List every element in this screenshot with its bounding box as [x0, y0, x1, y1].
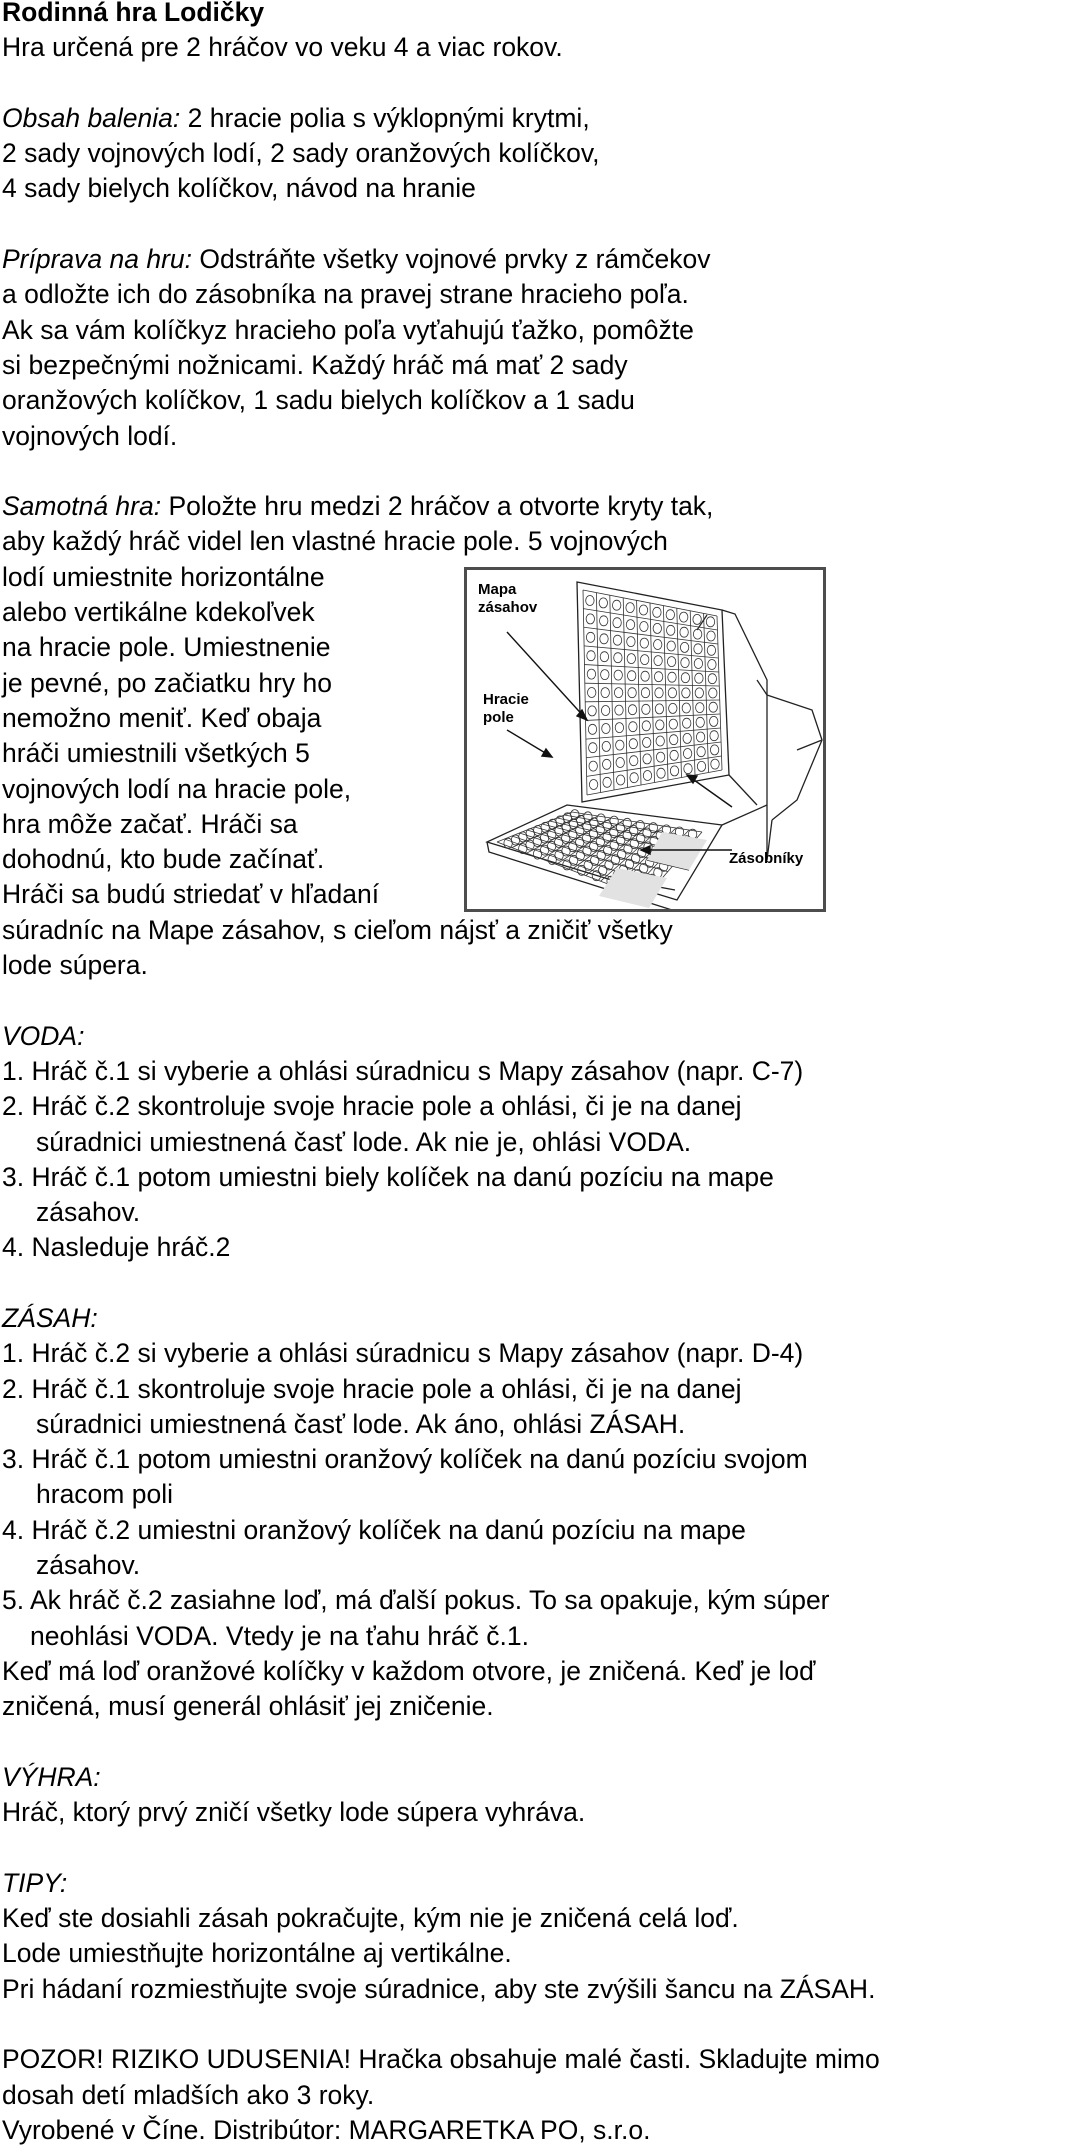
gameplay-line: hra môže začať. Hráči sa [2, 808, 298, 839]
hit-map-peg-hole [669, 703, 677, 713]
hit-map-peg-hole [642, 721, 650, 731]
hit-map-peg-hole [641, 655, 649, 665]
gameplay-label: Samotná hra: [2, 491, 162, 522]
hit-step-continuation: neohlási VODA. Vtedy je na ťahu hráč č.1. [30, 1620, 529, 1651]
hit-map-peg-hole [643, 771, 651, 781]
hit-map-peg-hole [695, 688, 703, 698]
hit-map-peg-hole [641, 688, 649, 698]
trays-label: Zásobníky [729, 850, 804, 867]
hit-map-peg-hole [670, 750, 678, 760]
hit-step-continuation: súradnici umiestnená časť lode. Ak áno, ohlási ZÁSAH. [36, 1408, 686, 1439]
contents-line [2, 101, 1070, 136]
gameplay-line: vojnových lodí na hracie pole, [2, 773, 352, 804]
preparation-line [2, 242, 1070, 277]
preparation-label: Príprava na hru: [2, 244, 193, 275]
hit-map-peg-hole [696, 717, 704, 727]
hit-map-peg-hole [641, 671, 649, 681]
hit-map-peg-hole [707, 631, 715, 641]
hit-map-peg-hole [706, 617, 714, 627]
hit-map-peg-hole [667, 625, 675, 635]
distributor-line: Vyrobené v Číne. Distribútor: MARGARETKA PO, s.r.o. [2, 2114, 651, 2145]
gameplay-line: lode súpera. [2, 950, 148, 981]
hit-map-peg-hole [588, 724, 596, 734]
hit-map-peg-hole [615, 723, 623, 733]
hit-map-peg-hole [630, 773, 638, 783]
hit-map-peg-hole [643, 754, 651, 764]
hit-map-peg-hole [653, 623, 661, 633]
hit-map-peg-hole [629, 722, 637, 732]
water-step: 4. Nasleduje hráč.2 [2, 1232, 231, 1263]
water-heading: VODA: [2, 1020, 85, 1051]
hit-map-peg-hole [589, 743, 597, 753]
hit-map-peg-hole [655, 688, 663, 698]
spacer [2, 66, 1070, 101]
hit-map-peg-hole [586, 614, 594, 624]
contents-text: 2 hracie polia s výklopnými krytmi, [180, 102, 590, 133]
gameplay-line: aby každý hráč videl len vlastné hracie pole. 5 vojnových [2, 526, 668, 557]
tips-heading: TIPY: [2, 1867, 68, 1898]
hit-map-peg-hole [613, 635, 621, 645]
warning-line: POZOR! RIZIKO UDUSENIA! Hračka obsahuje malé časti. Skladujte mimo [2, 2044, 880, 2075]
hit-map-peg-hole [630, 756, 638, 766]
hit-map-peg-hole [589, 761, 597, 771]
hit-map-peg-hole [707, 645, 715, 655]
hit-map-peg-hole [666, 610, 674, 620]
hit-map-peg-hole [588, 706, 596, 716]
hit-map-peg-hole [601, 688, 609, 698]
tip-item: Lode umiestňujte horizontálne aj vertikálne. [2, 1938, 512, 1969]
hit-note: Keď má loď oranžové kolíčky v každom otvore, je zničená. Keď je loď [2, 1655, 816, 1686]
hit-map-peg-hole [602, 741, 610, 751]
document-title: Rodinná hra Lodičky [2, 0, 265, 27]
hit-map-peg-hole [694, 659, 702, 669]
hit-map-peg-hole [710, 731, 718, 741]
hit-map-peg-hole [643, 737, 651, 747]
hit-map-peg-hole [670, 766, 678, 776]
spacer [2, 1266, 1070, 1301]
hit-step-continuation: zásahov. [36, 1550, 141, 1581]
hit-map-peg-hole [656, 752, 664, 762]
hit-map-peg-hole [708, 660, 716, 670]
hit-map-peg-hole [694, 644, 702, 654]
hit-map-peg-hole [642, 704, 650, 714]
hit-map-peg-hole [693, 629, 701, 639]
hit-map-peg-hole [656, 720, 664, 730]
gameplay-text: Položte hru medzi 2 hráčov a otvorte kryty tak, [161, 491, 714, 522]
hit-step-continuation: hracom poli [36, 1479, 173, 1510]
gameplay-line: alebo vertikálne kdekoľvek [2, 597, 315, 628]
hit-map-peg-hole [711, 759, 719, 769]
hit-map-peg-hole [657, 768, 665, 778]
water-step-continuation: súradnici umiestnená časť lode. Ak nie je, ohlási VODA. [36, 1126, 692, 1157]
hit-map-peg-hole [601, 670, 609, 680]
spacer [2, 2007, 1070, 2042]
hit-map-peg-hole [710, 745, 718, 755]
hit-map-peg-hole [614, 688, 622, 698]
gameplay-line: nemožno meniť. Keď obaja [2, 702, 322, 733]
hit-note: zničená, musí generál ohlásiť jej zničenie. [2, 1691, 494, 1722]
hit-map-peg-hole [681, 658, 689, 668]
hit-map-peg-hole [626, 603, 634, 613]
hit-map-peg-hole [629, 739, 637, 749]
tip-item: Keď ste dosiahli zásah pokračujte, kým nie je zničená celá loď. [2, 1903, 739, 1934]
hit-map-peg-hole [669, 719, 677, 729]
hit-map-peg-hole [682, 703, 690, 713]
hit-map-peg-hole [627, 637, 635, 647]
hit-heading: ZÁSAH: [2, 1302, 98, 1333]
hit-map-peg-hole [683, 733, 691, 743]
hit-map-peg-hole [697, 761, 705, 771]
spacer [2, 1830, 1070, 1865]
hit-map-peg-hole [614, 670, 622, 680]
hit-map-peg-hole [626, 620, 634, 630]
preparation-line: si bezpečnými nožnicami. Každý hráč má mať 2 sady [2, 349, 628, 380]
hit-map-peg-hole [683, 749, 691, 759]
hit-map-peg-hole [588, 688, 596, 698]
hit-map-peg-hole [693, 614, 701, 624]
hit-map-peg-hole [616, 775, 624, 785]
hit-map-peg-hole [587, 669, 595, 679]
hit-map-peg-hole [681, 673, 689, 683]
hit-step: 3. Hráč č.1 potom umiestni oranžový kolíček na danú pozíciu svojom [2, 1444, 808, 1475]
contents-line: 2 sady vojnových lodí, 2 sady oranžových kolíčkov, [2, 138, 600, 169]
hit-map-peg-hole [639, 605, 647, 615]
hit-step: 1. Hráč č.2 si vyberie a ohlási súradnicu s Mapy zásahov (napr. D-4) [2, 1338, 804, 1369]
hit-map-peg-hole [600, 634, 608, 644]
win-text: Hráč, ktorý prvý zničí všetky lode súpera vyhráva. [2, 1797, 586, 1828]
hit-map-peg-hole [708, 674, 716, 684]
preparation-line: Ak sa vám kolíčkyz hracieho poľa vyťahujú ťažko, pomôžte [2, 314, 694, 345]
hit-map-peg-hole [640, 622, 648, 632]
gameplay-line: súradníc na Mape zásahov, s cieľom nájsť a zničiť všetky [2, 914, 673, 945]
gameplay-line: hráči umiestnili všetkých 5 [2, 738, 310, 769]
hit-map-peg-hole [586, 632, 594, 642]
hit-map-peg-hole [602, 724, 610, 734]
gameplay-line: je pevné, po začiatku hry ho [2, 667, 332, 698]
hit-step: 2. Hráč č.1 skontroluje svoje hracie pole a ohlási, či je na danej [2, 1373, 742, 1404]
hit-map-peg-hole [628, 705, 636, 715]
instructions-document [2, 0, 1070, 2148]
hit-map-peg-hole [710, 716, 718, 726]
spacer [2, 207, 1070, 242]
hit-map-peg-hole [600, 616, 608, 626]
water-step: 1. Hráč č.1 si vyberie a ohlási súradnicu s Mapy zásahov (napr. C-7) [2, 1055, 804, 1086]
hit-map-peg-hole [697, 747, 705, 757]
hit-map-peg-hole [680, 627, 688, 637]
water-step-continuation: zásahov. [36, 1197, 141, 1228]
hit-map-peg-hole [670, 735, 678, 745]
hit-step: 4. Hráč č.2 umiestni oranžový kolíček na danú pozíciu na mape [2, 1514, 746, 1545]
hit-map-peg-hole [709, 688, 717, 698]
hit-map-peg-hole [683, 718, 691, 728]
preparation-line: a odložte ich do zásobníka na pravej strane hracieho poľa. [2, 279, 689, 310]
gameplay-line: na hracie pole. Umiestnenie [2, 632, 331, 663]
hit-map-peg-hole [600, 652, 608, 662]
play-field-peg-hole [504, 838, 512, 848]
hit-map-peg-hole [654, 672, 662, 682]
gameplay-line [2, 489, 1070, 524]
hit-map-peg-hole [668, 672, 676, 682]
hit-map-peg-hole [696, 732, 704, 742]
hit-map-peg-hole [616, 758, 624, 768]
play-field-label: Hracie pole [483, 691, 529, 726]
hit-map-peg-hole [680, 642, 688, 652]
win-heading: VÝHRA: [2, 1761, 101, 1792]
hit-map-peg-hole [667, 641, 675, 651]
hit-map-peg-hole [709, 702, 717, 712]
preparation-line: vojnových lodí. [2, 420, 178, 451]
hit-map-peg-hole [628, 671, 636, 681]
hit-map-peg-hole [616, 740, 624, 750]
hit-map-peg-hole [696, 703, 704, 713]
hit-map-peg-hole [587, 651, 595, 661]
hit-map-peg-hole [653, 607, 661, 617]
gameplay-line: lodí umiestnite horizontálne [2, 561, 325, 592]
hit-map-peg-hole [601, 706, 609, 716]
hit-map-peg-hole [667, 657, 675, 667]
hit-map-peg-hole [613, 600, 621, 610]
hit-map-peg-hole [684, 764, 692, 774]
hit-map-peg-hole [655, 704, 663, 714]
warning-line: dosah detí mladších ako 3 roky. [2, 2079, 375, 2110]
spacer [2, 454, 1070, 489]
hit-map-peg-hole [615, 705, 623, 715]
hit-map-peg-hole [656, 736, 664, 746]
preparation-text: Odstráňte všetky vojnové prvky z rámčekov [192, 244, 711, 275]
gameplay-line: Hráči sa budú striedať v hľadaní [2, 879, 380, 910]
hit-step: 5. Ak hráč č.2 zasiahne loď, má ďalší pokus. To sa opakuje, kým súper [2, 1585, 830, 1616]
hit-map-peg-hole [614, 653, 622, 663]
water-step: 2. Hráč č.2 skontroluje svoje hracie pole a ohlási, či je na danej [2, 1091, 742, 1122]
preparation-line: oranžových kolíčkov, 1 sadu bielych kolíčkov a 1 sadu [2, 385, 635, 416]
spacer [2, 1725, 1070, 1760]
play-field-peg-hole [640, 863, 648, 873]
subtitle: Hra určená pre 2 hráčov vo veku 4 a viac rokov. [2, 32, 563, 63]
game-board-illustration [464, 567, 826, 912]
hit-map-peg-hole [680, 612, 688, 622]
hit-map-peg-hole [599, 598, 607, 608]
hit-map-peg-hole [628, 688, 636, 698]
hit-map-peg-hole [627, 654, 635, 664]
water-step: 3. Hráč č.1 potom umiestni biely kolíček na danú pozíciu na mape [2, 1161, 774, 1192]
hit-map-peg-hole [682, 688, 690, 698]
hit-map-peg-hole [654, 640, 662, 650]
spacer [2, 983, 1070, 1018]
hit-map-peg-hole [640, 638, 648, 648]
contents-line: 4 sady bielych kolíčkov, návod na hranie [2, 173, 476, 204]
hit-map-label: Mapa zásahov [478, 581, 538, 616]
tip-item: Pri hádaní rozmiestňujte svoje súradnice, aby ste zvýšili šancu na ZÁSAH. [2, 1973, 876, 2004]
contents-label: Obsah balenia: [2, 102, 181, 133]
hit-map-peg-hole [603, 759, 611, 769]
hit-map-peg-hole [603, 777, 611, 787]
hit-map-peg-hole [695, 673, 703, 683]
hit-map-peg-hole [668, 688, 676, 698]
case-right [767, 695, 822, 820]
hit-map-peg-hole [586, 596, 594, 606]
hit-map-peg-hole [613, 618, 621, 628]
hit-map-peg-hole [654, 656, 662, 666]
gameplay-line: dohodnú, kto bude začínať. [2, 844, 325, 875]
hit-map-peg-hole [589, 780, 597, 790]
